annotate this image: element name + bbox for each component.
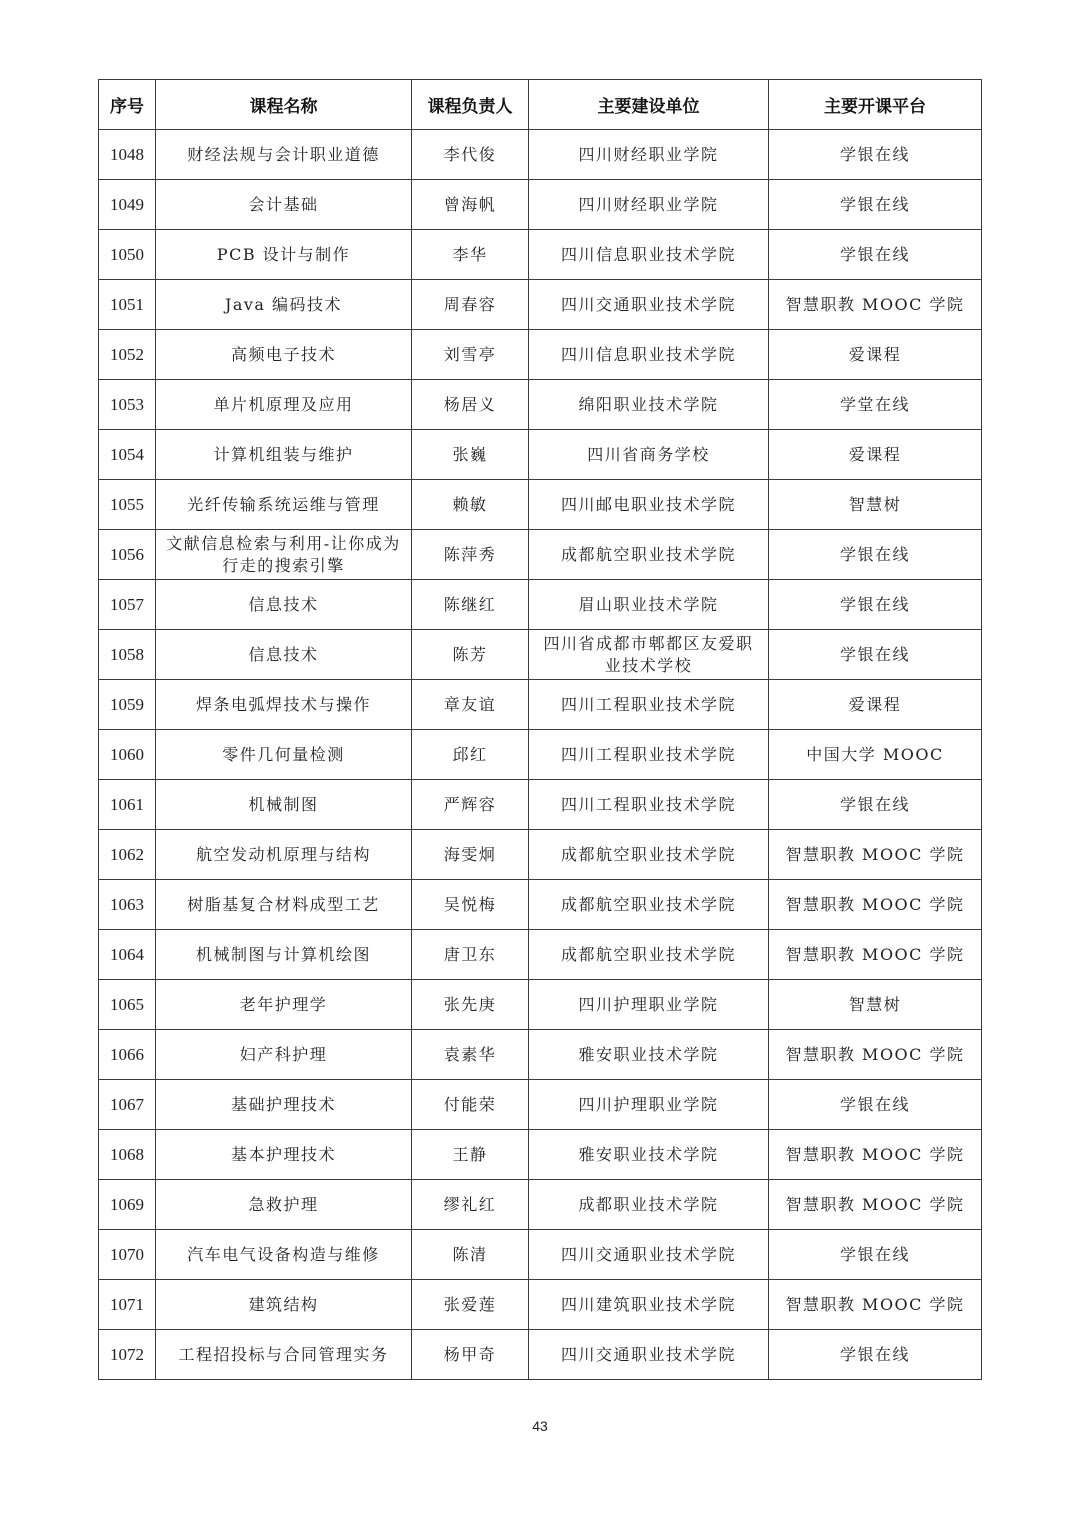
cell-serial-number: 1060 [99, 730, 156, 780]
cell-platform: 学银在线 [769, 580, 982, 630]
cell-course-name: 信息技术 [156, 580, 412, 630]
cell-course-leader: 张爱莲 [412, 1280, 529, 1330]
table-row [99, 130, 982, 180]
table-row [99, 880, 982, 930]
cell-construction-unit: 四川工程职业技术学院 [529, 730, 769, 780]
cell-course-name: 基础护理技术 [156, 1080, 412, 1130]
cell-serial-number: 1066 [99, 1030, 156, 1080]
header-serial-number: 序号 [99, 80, 156, 130]
cell-serial-number: 1069 [99, 1180, 156, 1230]
table-row [99, 630, 982, 680]
cell-course-name: 急救护理 [156, 1180, 412, 1230]
table-row [99, 480, 982, 530]
cell-course-name: 计算机组装与维护 [156, 430, 412, 480]
cell-construction-unit: 雅安职业技术学院 [529, 1130, 769, 1180]
cell-platform: 爱课程 [769, 430, 982, 480]
cell-construction-unit: 四川交通职业技术学院 [529, 1330, 769, 1380]
table-row [99, 1130, 982, 1180]
cell-platform: 智慧职教 MOOC 学院 [769, 1280, 982, 1330]
cell-course-name: 汽车电气设备构造与维修 [156, 1230, 412, 1280]
cell-serial-number: 1050 [99, 230, 156, 280]
table-row [99, 980, 982, 1030]
cell-course-leader: 张巍 [412, 430, 529, 480]
cell-platform: 学银在线 [769, 1330, 982, 1380]
cell-serial-number: 1051 [99, 280, 156, 330]
cell-platform: 中国大学 MOOC [769, 730, 982, 780]
header-platform: 主要开课平台 [769, 80, 982, 130]
cell-course-name: 树脂基复合材料成型工艺 [156, 880, 412, 930]
cell-serial-number: 1067 [99, 1080, 156, 1130]
table-row [99, 1230, 982, 1280]
table-row [99, 180, 982, 230]
cell-course-name: 文献信息检索与利用-让你成为行走的搜索引擎 [156, 530, 412, 580]
cell-platform: 爱课程 [769, 330, 982, 380]
cell-course-name: 单片机原理及应用 [156, 380, 412, 430]
cell-serial-number: 1057 [99, 580, 156, 630]
cell-course-name: 零件几何量检测 [156, 730, 412, 780]
cell-platform: 学银在线 [769, 230, 982, 280]
cell-platform: 学银在线 [769, 1230, 982, 1280]
cell-construction-unit: 四川省成都市郫都区友爱职业技术学校 [529, 630, 769, 680]
cell-course-leader: 张先庚 [412, 980, 529, 1030]
cell-course-name: 航空发动机原理与结构 [156, 830, 412, 880]
cell-serial-number: 1054 [99, 430, 156, 480]
cell-course-name: 高频电子技术 [156, 330, 412, 380]
cell-construction-unit: 成都航空职业技术学院 [529, 530, 769, 580]
cell-platform: 爱课程 [769, 680, 982, 730]
cell-course-name: 老年护理学 [156, 980, 412, 1030]
cell-serial-number: 1053 [99, 380, 156, 430]
table-row [99, 1180, 982, 1230]
cell-course-name: 基本护理技术 [156, 1130, 412, 1180]
cell-platform: 学银在线 [769, 780, 982, 830]
cell-course-leader: 刘雪亭 [412, 330, 529, 380]
cell-serial-number: 1049 [99, 180, 156, 230]
cell-course-name: 建筑结构 [156, 1280, 412, 1330]
cell-platform: 智慧职教 MOOC 学院 [769, 930, 982, 980]
cell-course-leader: 吴悦梅 [412, 880, 529, 930]
table-row [99, 1080, 982, 1130]
cell-serial-number: 1063 [99, 880, 156, 930]
cell-construction-unit: 四川建筑职业技术学院 [529, 1280, 769, 1330]
cell-platform: 智慧职教 MOOC 学院 [769, 880, 982, 930]
table-row [99, 830, 982, 880]
cell-serial-number: 1052 [99, 330, 156, 380]
cell-construction-unit: 四川财经职业学院 [529, 130, 769, 180]
cell-construction-unit: 雅安职业技术学院 [529, 1030, 769, 1080]
cell-course-leader: 陈萍秀 [412, 530, 529, 580]
cell-serial-number: 1061 [99, 780, 156, 830]
table-row [99, 1330, 982, 1380]
table-row [99, 330, 982, 380]
table-row [99, 430, 982, 480]
cell-serial-number: 1068 [99, 1130, 156, 1180]
cell-course-leader: 王静 [412, 1130, 529, 1180]
cell-course-leader: 赖敏 [412, 480, 529, 530]
cell-platform: 智慧树 [769, 480, 982, 530]
cell-platform: 学银在线 [769, 130, 982, 180]
cell-course-name: 焊条电弧焊技术与操作 [156, 680, 412, 730]
cell-construction-unit: 四川信息职业技术学院 [529, 230, 769, 280]
cell-serial-number: 1055 [99, 480, 156, 530]
cell-serial-number: 1071 [99, 1280, 156, 1330]
cell-construction-unit: 眉山职业技术学院 [529, 580, 769, 630]
cell-course-name: 会计基础 [156, 180, 412, 230]
cell-course-leader: 李代俊 [412, 130, 529, 180]
cell-serial-number: 1056 [99, 530, 156, 580]
cell-serial-number: 1065 [99, 980, 156, 1030]
cell-construction-unit: 成都航空职业技术学院 [529, 880, 769, 930]
cell-platform: 智慧职教 MOOC 学院 [769, 1180, 982, 1230]
cell-course-leader: 严辉容 [412, 780, 529, 830]
cell-course-name: 信息技术 [156, 630, 412, 680]
cell-platform: 学银在线 [769, 630, 982, 680]
table-row [99, 230, 982, 280]
cell-course-leader: 章友谊 [412, 680, 529, 730]
cell-course-name: 妇产科护理 [156, 1030, 412, 1080]
table-row [99, 780, 982, 830]
cell-construction-unit: 四川护理职业学院 [529, 980, 769, 1030]
cell-serial-number: 1059 [99, 680, 156, 730]
cell-construction-unit: 四川省商务学校 [529, 430, 769, 480]
cell-platform: 学堂在线 [769, 380, 982, 430]
cell-platform: 学银在线 [769, 180, 982, 230]
cell-course-name: 机械制图 [156, 780, 412, 830]
table-row [99, 280, 982, 330]
cell-course-name: 机械制图与计算机绘图 [156, 930, 412, 980]
cell-course-leader: 周春容 [412, 280, 529, 330]
cell-platform: 智慧职教 MOOC 学院 [769, 1130, 982, 1180]
cell-construction-unit: 四川邮电职业技术学院 [529, 480, 769, 530]
table-row [99, 580, 982, 630]
table-row [99, 530, 982, 580]
cell-course-leader: 陈继红 [412, 580, 529, 630]
table-row [99, 930, 982, 980]
cell-course-leader: 李华 [412, 230, 529, 280]
cell-course-leader: 杨甲奇 [412, 1330, 529, 1380]
table-row [99, 730, 982, 780]
cell-course-leader: 缪礼红 [412, 1180, 529, 1230]
table-row [99, 1280, 982, 1330]
cell-course-leader: 袁素华 [412, 1030, 529, 1080]
header-course-leader: 课程负责人 [412, 80, 529, 130]
header-construction-unit: 主要建设单位 [529, 80, 769, 130]
cell-platform: 学银在线 [769, 1080, 982, 1130]
cell-serial-number: 1064 [99, 930, 156, 980]
header-course-name: 课程名称 [156, 80, 412, 130]
table-body [99, 130, 982, 1380]
cell-course-leader: 邱红 [412, 730, 529, 780]
table-header-row [99, 80, 982, 130]
cell-course-name: 财经法规与会计职业道德 [156, 130, 412, 180]
cell-construction-unit: 四川工程职业技术学院 [529, 680, 769, 730]
cell-construction-unit: 成都职业技术学院 [529, 1180, 769, 1230]
cell-course-leader: 唐卫东 [412, 930, 529, 980]
table-row [99, 1030, 982, 1080]
cell-course-leader: 曾海帆 [412, 180, 529, 230]
cell-course-leader: 陈芳 [412, 630, 529, 680]
cell-serial-number: 1072 [99, 1330, 156, 1380]
cell-platform: 学银在线 [769, 530, 982, 580]
cell-construction-unit: 四川交通职业技术学院 [529, 1230, 769, 1280]
cell-course-leader: 陈清 [412, 1230, 529, 1280]
cell-serial-number: 1070 [99, 1230, 156, 1280]
cell-course-leader: 杨居义 [412, 380, 529, 430]
cell-platform: 智慧树 [769, 980, 982, 1030]
cell-construction-unit: 四川护理职业学院 [529, 1080, 769, 1130]
table-row [99, 680, 982, 730]
cell-serial-number: 1048 [99, 130, 156, 180]
cell-construction-unit: 四川财经职业学院 [529, 180, 769, 230]
cell-course-leader: 付能荣 [412, 1080, 529, 1130]
cell-serial-number: 1058 [99, 630, 156, 680]
course-table-container [98, 79, 981, 1380]
cell-construction-unit: 成都航空职业技术学院 [529, 830, 769, 880]
table-row [99, 380, 982, 430]
page-number: 43 [532, 1418, 548, 1434]
cell-platform: 智慧职教 MOOC 学院 [769, 280, 982, 330]
cell-platform: 智慧职教 MOOC 学院 [769, 830, 982, 880]
cell-construction-unit: 四川交通职业技术学院 [529, 280, 769, 330]
cell-course-name: PCB 设计与制作 [156, 230, 412, 280]
cell-construction-unit: 成都航空职业技术学院 [529, 930, 769, 980]
course-table [98, 79, 982, 1380]
cell-construction-unit: 四川工程职业技术学院 [529, 780, 769, 830]
cell-course-leader: 海雯炯 [412, 830, 529, 880]
cell-course-name: 光纤传输系统运维与管理 [156, 480, 412, 530]
cell-construction-unit: 四川信息职业技术学院 [529, 330, 769, 380]
cell-serial-number: 1062 [99, 830, 156, 880]
cell-course-name: 工程招投标与合同管理实务 [156, 1330, 412, 1380]
cell-construction-unit: 绵阳职业技术学院 [529, 380, 769, 430]
cell-course-name: Java 编码技术 [156, 280, 412, 330]
cell-platform: 智慧职教 MOOC 学院 [769, 1030, 982, 1080]
